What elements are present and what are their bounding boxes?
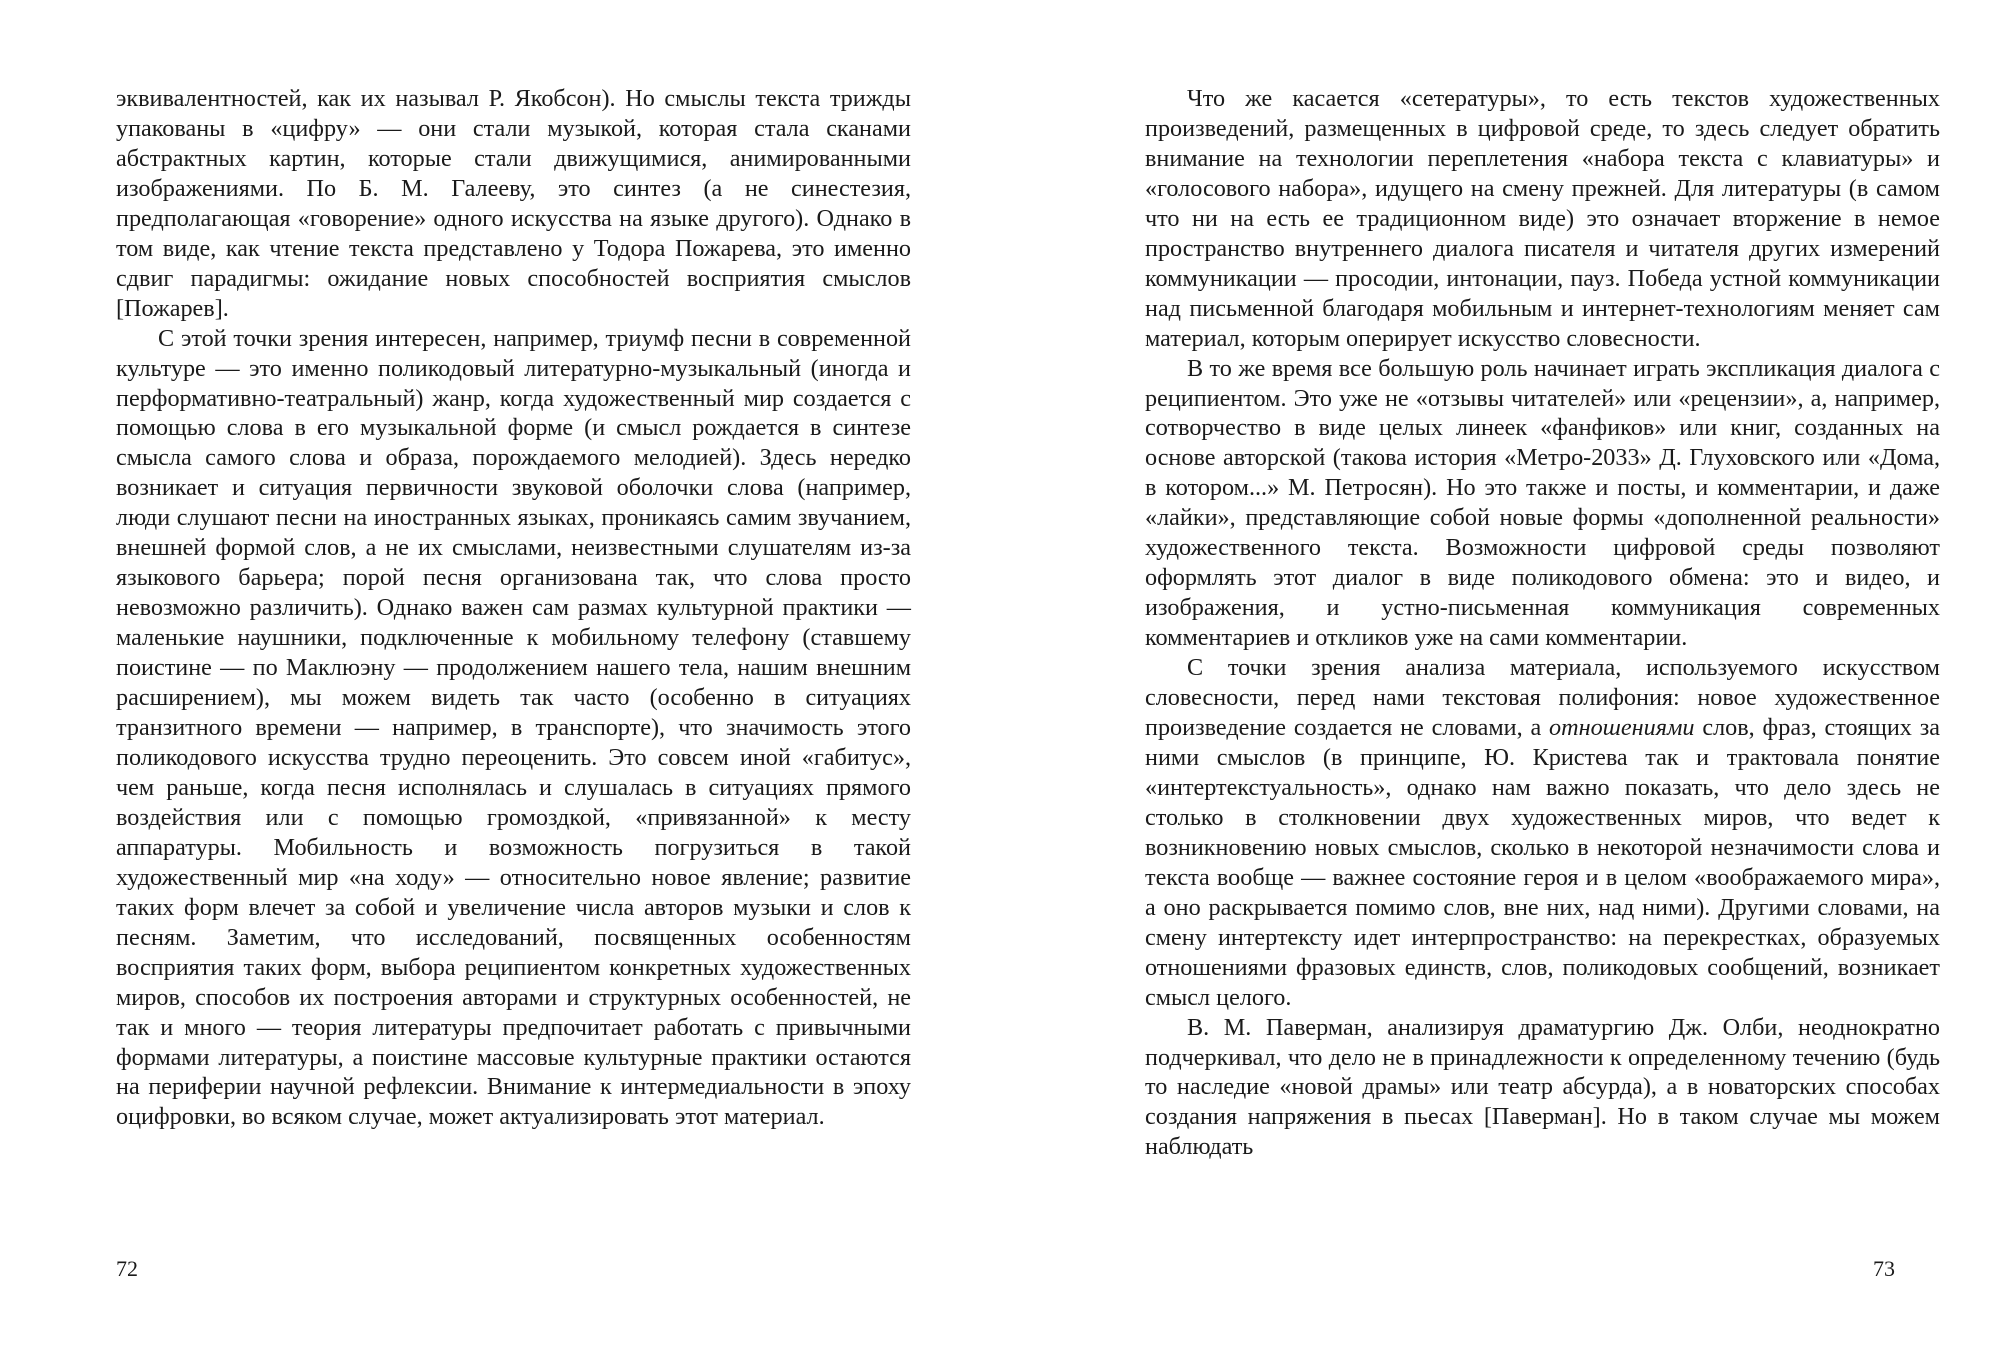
right-paragraph-3-part-2: слов, фраз, стоящих за ними смыслов (в принципе, Ю. Кристева так и трактовала понятие «интертекстуальность», однако нам важно показать, что дело здесь не столько в столкновении двух художественных миров, что ведет к возникновению новых смыслов, сколько в некоторой незначимости слова и текста вообще — важнее состояние героя и в целом «воображаемого мира», а оно раскрывается помимо слов, вне них, над ними). Другими словами, на смену интертексту идет интерпространство: на перекрестках, образуемых отношениями фразовых единств, слов, поликодовых сообщений, возникает смысл целого. bbox=[1145, 714, 1940, 1011]
right-paragraph-2: В то же время все большую роль начинает играть экспликация диалога с реципиентом. Это уже не «отзывы читателей» или «рецензии», а, например, сотворчество в виде целых линеек «фанфиков» или книг, созданных на основе авторской (такова история «Метро-2033» Д. Глуховского или «Дома, в котором...» М. Петросян). Но это также и посты, и комментарии, и даже «лайки», представляющие собой новые формы «дополненной реальности» художественного текста. Возможности цифровой среды позволяют оформлять этот диалог в виде поликодового обмена: это и видео, и изображения, и устно-письменная коммуникация современных комментариев и откликов уже на сами комментарии. bbox=[1145, 354, 1940, 652]
right-paragraph-3-part-1: С точки зрения анализа материала, используемого искусством словесности, перед нами текстовая полифония: новое художественное произведение создается не словами, а bbox=[1145, 654, 1940, 742]
left-page bbox=[116, 84, 911, 1132]
right-paragraph-3 bbox=[1145, 653, 1940, 1012]
left-paragraph-1: эквивалентностей, как их называл Р. Якобсон). Но смыслы текста трижды упакованы в «цифру» — они стали музыкой, которая стала сканами абстрактных картин, которые стали движущимися, анимированными изображениями. По Б. М. Галееву, это синтез (а не синестезия, предполагающая «говорение» одного искусства на языке другого). Однако в том виде, как чтение текста представлено у Тодора Пожарева, это именно сдвиг парадигмы: ожидание новых способностей восприятия смыслов [Пожарев]. bbox=[116, 85, 911, 322]
emphasis-otnosheniyami: отношениями bbox=[1549, 714, 1695, 742]
left-paragraph-2: С этой точки зрения интересен, например, триумф песни в современной культуре — это именно поликодовый литературно-музыкальный (иногда и перформативно-театральный) жанр, когда художественный мир создается с помощью слова в его музыкальной форме (и смысл рождается в синтезе смысла самого слова и образа, порождаемого мелодией). Здесь нередко возникает и ситуация первичности звуковой оболочки слова (например, люди слушают песни на иностранных языках, проникаясь самим звучанием, внешней формой слов, а не их смыслами, неизвестными слушателям из-за языкового барьера; порой песня организована так, что слова просто невозможно различить). Однако важен сам размах культурной практики — маленькие наушники, подключенные к мобильному телефону (ставшему поистине — по Маклюэну — продолжением нашего тела, нашим внешним расширением), мы можем видеть так часто (особенно в ситуациях транзитного времени — например, в транспорте), что значимость этого поликодового искусства трудно переоценить. Это совсем иной «габитус», чем раньше, когда песня исполнялась и слушалась в ситуациях прямого воздействия или с помощью громоздкой, «привязанной» к месту аппаратуры. Мобильность и возможность погрузиться в такой художественный мир «на ходу» — относительно новое явление; развитие таких форм влечет за собой и увеличение числа авторов музыки и слов к песням. Заметим, что исследований, посвященных особенностям восприятия таких форм, выбора реципиентом конкретных художественных миров, способов их построения авторами и структурных особенностей, не так и много — теория литературы предпочитает работать с привычными формами литературы, а поистине массовые культурные практики остаются на периферии научной рефлексии. Внимание к интермедиальности в эпоху оцифровки, во всяком случае, может актуализировать этот материал. bbox=[116, 324, 911, 1131]
right-page bbox=[1145, 84, 1940, 1162]
right-page-text bbox=[1145, 84, 1940, 1162]
left-page-text bbox=[116, 84, 911, 1132]
right-paragraph-1: Что же касается «сетературы», то есть текстов художественных произведений, размещенных в цифровой среде, то здесь следует обратить внимание на технологии переплетения «набора текста с клавиатуры» и «голосового набора», идущего на смену прежней. Для литературы (в самом что ни на есть ее традиционном виде) это означает вторжение в немое пространство внутреннего диалога писателя и читателя других измерений коммуникации — просодии, интонации, пауз. Победа устной коммуникации над письменной благодаря мобильным и интернет-технологиям меняет сам материал, которым оперирует искусство словесности. bbox=[1145, 85, 1940, 352]
right-paragraph-4: В. М. Паверман, анализируя драматургию Дж. Олби, неоднократно подчеркивал, что дело не в принадлежности к определенному течению (будь то наследие «новой драмы» или театр абсурда), а в новаторских способах создания напряжения в пьесах [Паверман]. Но в таком случае мы можем наблюдать bbox=[1145, 1013, 1940, 1161]
page-number-right: 73 bbox=[1873, 1256, 1895, 1281]
page-number-left: 72 bbox=[116, 1256, 138, 1281]
